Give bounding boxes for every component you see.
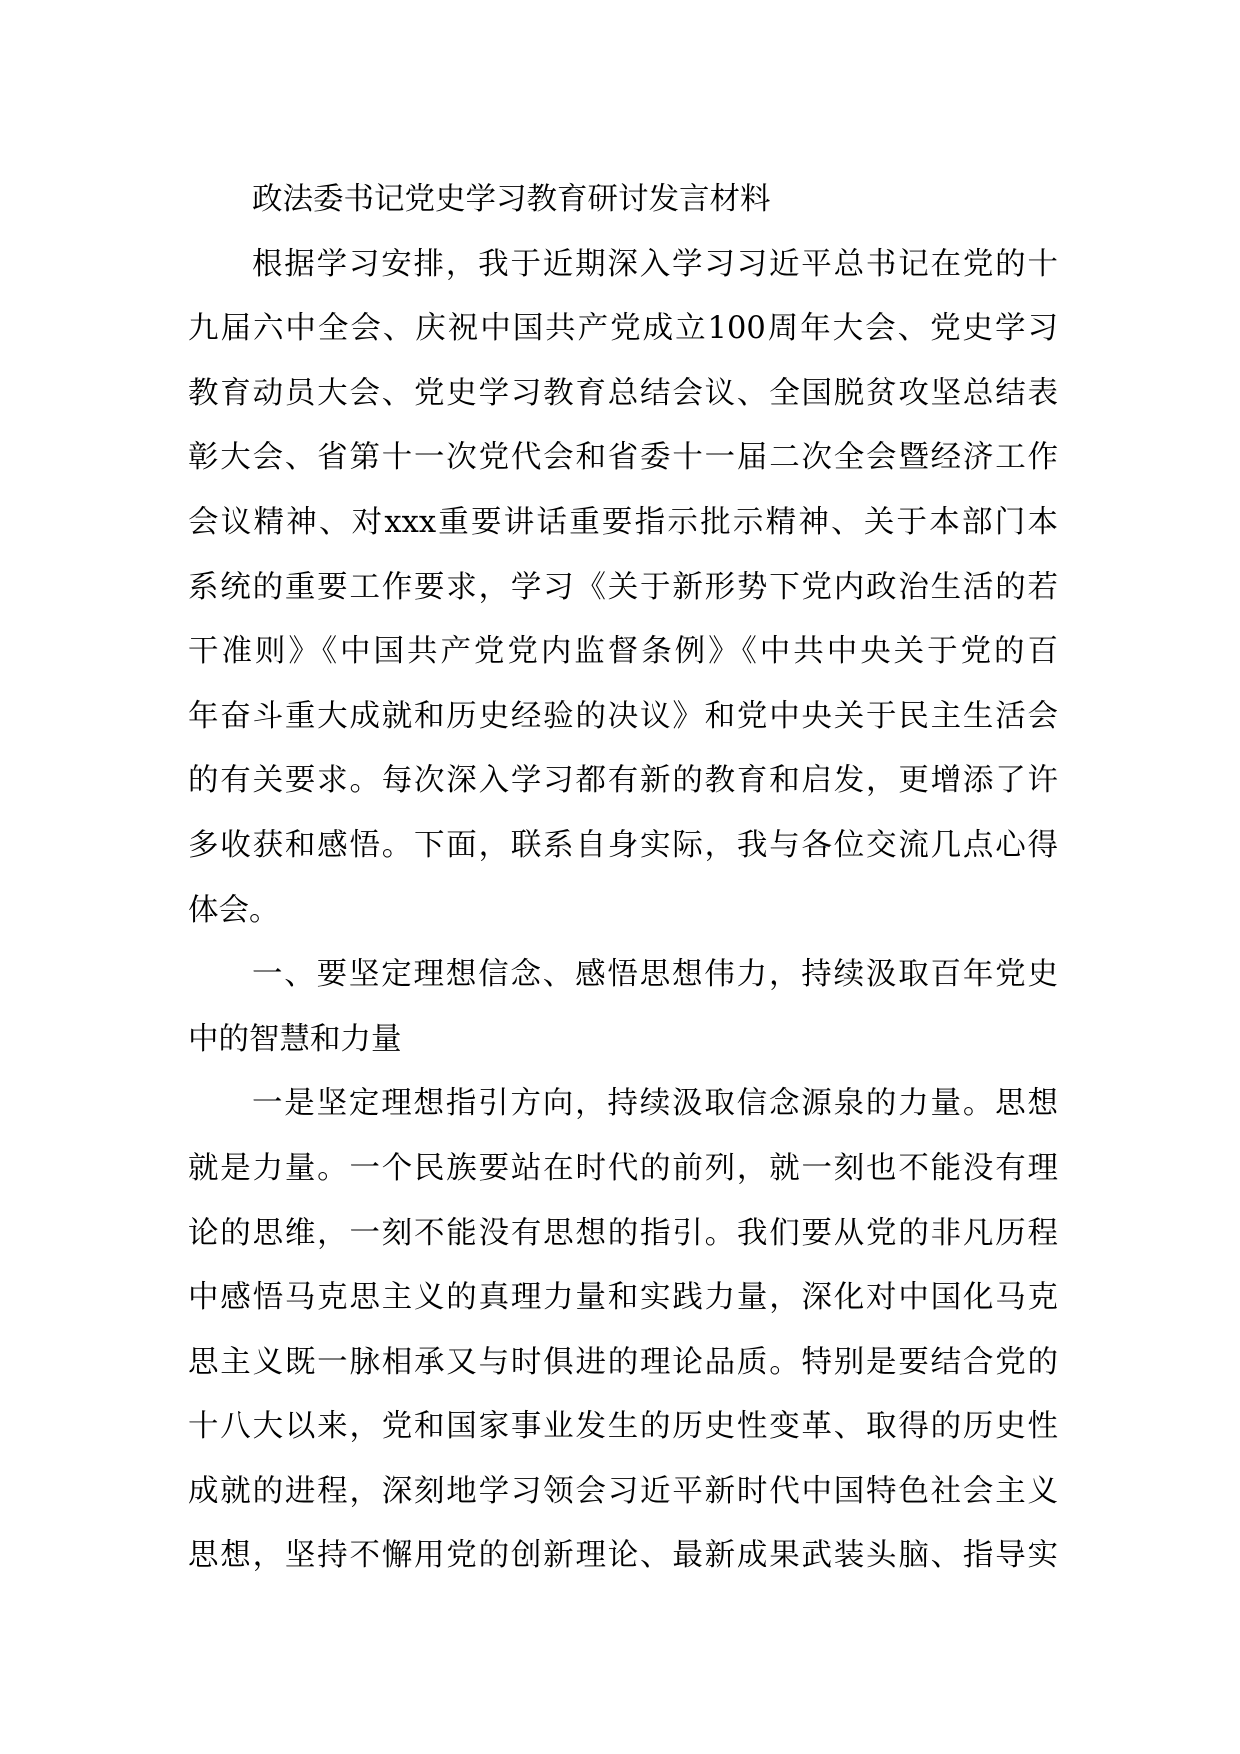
text-line: 思想，坚持不懈用党的创新理论、最新成果武装头脑、指导实 <box>188 1538 1058 1574</box>
text-line: 年奋斗重大成就和历史经验的决议》和党中央关于民主生活会 <box>188 698 1058 734</box>
section-heading-line: 一、要坚定理想信念、感悟思想伟力，持续汲取百年党史 <box>252 957 1058 993</box>
text-line: 教育动员大会、党史学习教育总结会议、全国脱贫攻坚总结表 <box>188 375 1058 411</box>
text-line: 一是坚定理想指引方向，持续汲取信念源泉的力量。思想 <box>252 1086 1058 1122</box>
document-body <box>188 168 1058 1589</box>
text-line: 中感悟马克思主义的真理力量和实践力量，深化对中国化马克 <box>188 1280 1058 1316</box>
text-line: 多收获和感悟。下面，联系自身实际，我与各位交流几点心得 <box>188 827 1058 863</box>
document-title: 政法委书记党史学习教育研讨发言材料 <box>252 182 771 217</box>
text-line: 就是力量。一个民族要站在时代的前列，就一刻也不能没有理 <box>188 1150 1058 1186</box>
section-heading-line: 中的智慧和力量 <box>188 1021 402 1057</box>
text-line: 彰大会、省第十一次党代会和省委十一届二次全会暨经济工作 <box>188 440 1058 476</box>
text-line: 干准则》《中国共产党党内监督条例》《中共中央关于党的百 <box>188 634 1058 670</box>
text-line: 根据学习安排，我于近期深入学习习近平总书记在党的十 <box>252 246 1058 282</box>
text-line: 九届六中全会、庆祝中国共产党成立100周年大会、党史学习 <box>188 311 1058 347</box>
text-line: 思主义既一脉相承又与时俱进的理论品质。特别是要结合党的 <box>188 1344 1058 1380</box>
text-line: 十八大以来，党和国家事业发生的历史性变革、取得的历史性 <box>188 1409 1058 1445</box>
text-line: 体会。 <box>188 892 280 928</box>
text-line: 的有关要求。每次深入学习都有新的教育和启发，更增添了许 <box>188 763 1058 799</box>
text-line: 会议精神、对xxx重要讲话重要指示批示精神、关于本部门本 <box>188 504 1058 540</box>
text-line: 论的思维，一刻不能没有思想的指引。我们要从党的非凡历程 <box>188 1215 1058 1251</box>
text-line: 系统的重要工作要求，学习《关于新形势下党内政治生活的若 <box>188 569 1058 605</box>
text-line: 成就的进程，深刻地学习领会习近平新时代中国特色社会主义 <box>188 1473 1058 1509</box>
